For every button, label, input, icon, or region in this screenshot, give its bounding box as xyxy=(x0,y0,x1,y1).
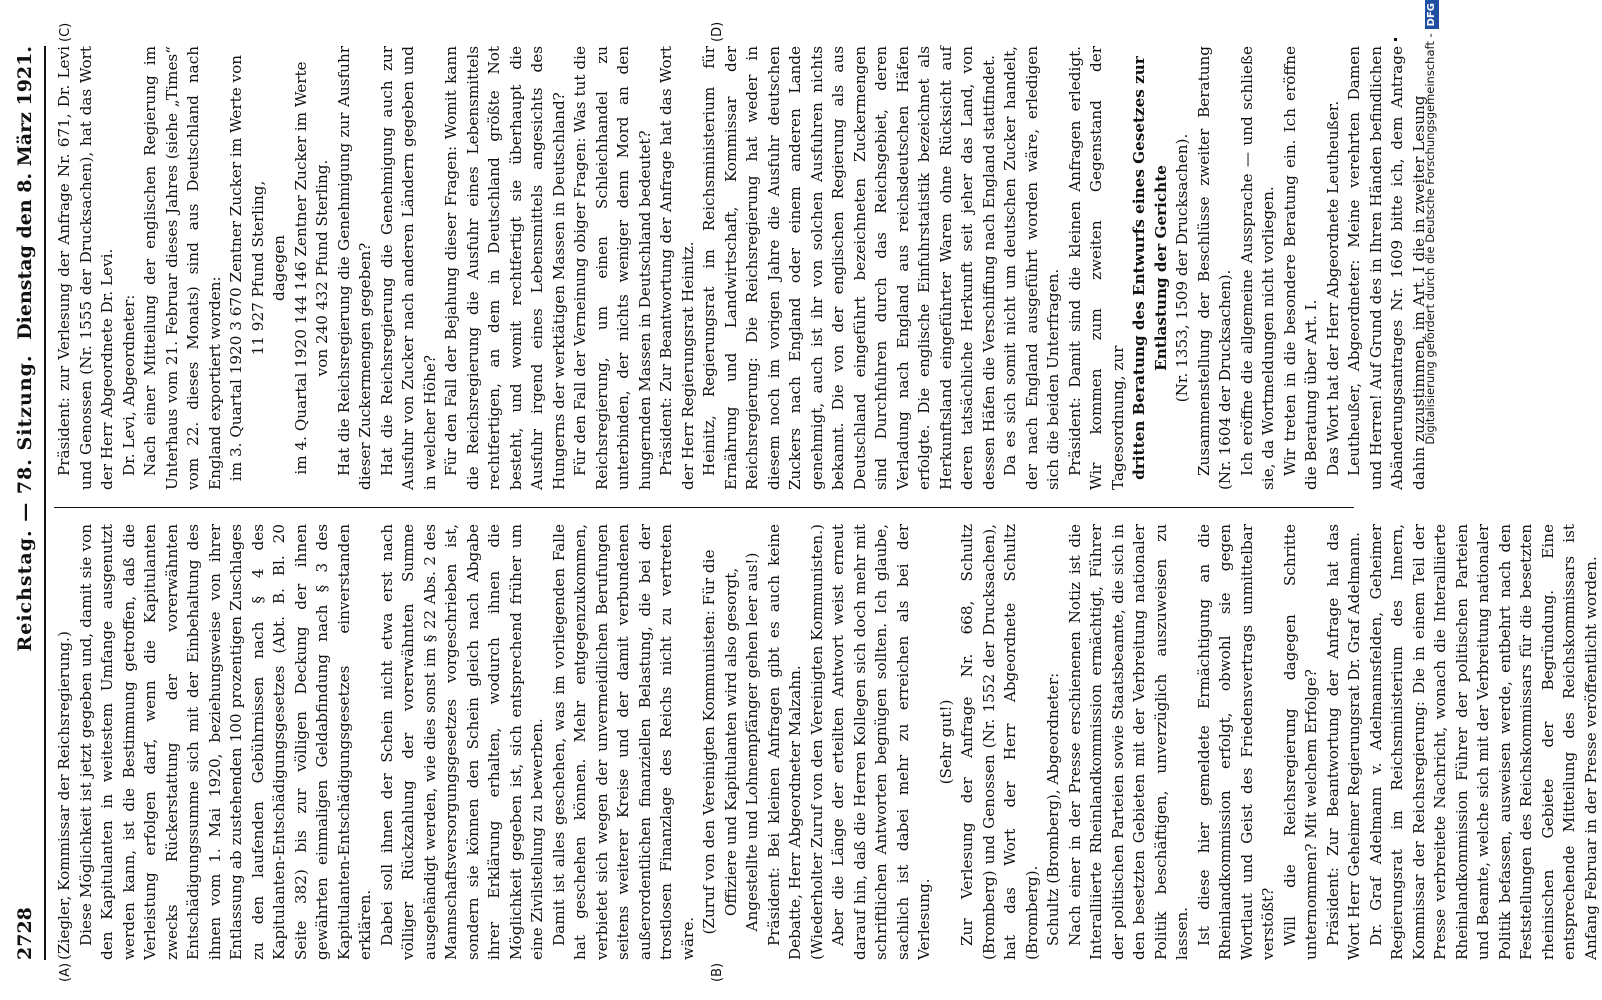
paragraph: Damit ist alles geschehen, was im vorliegenden Falle hat geschehen können. Mehr entgegenzukommen, verbietet sich wegen der unvermeidlichen Berufungen seitens weiterer Kreise und der damit verbundenen außerordentlichen finanziellen Belastung, die bei der trostlosen Finanzlage des Reichs nicht zu vertreten wäre. xyxy=(549,524,697,960)
paragraph: Aber die Länge der erteilten Antwort weist erneut darauf hin, daß die Herren Kollegen sich doch mehr mit schriftlichen Antworten begnügen sollten. Ich glaube, sachlich ist dabei mehr zu erreichen als bei der Verlesung. xyxy=(829,524,933,960)
margin-mark-b: (B) xyxy=(710,962,725,982)
left-column xyxy=(54,524,1600,960)
margin-mark-c: (C) xyxy=(58,22,73,42)
paragraph: Diese Möglichkeit ist jetzt gegeben und, damit sie von den Kapitulanten in weitestem Umfange ausgenutzt werden kann, ist die Bestimmung getroffen, daß die Verleistung erfolgen darf, wenn die Kapitulanten zwecks Rückerstattung der vorerwähnten Entschädigungssumme sich mit der Einbehaltung des ihnen vom 1. Mai 1920, beziehungsweise von ihrer Entlassung ab zustehenden 100 prozentigen Zuschlages zu den laufenden Gebührnissen nach § 4 des Kapitulanten-Entschädigungsgesetzes (Abt. B. Bl. 20 Seite 382) bis zur völligen Deckung der ihnen gewährten einmaligen Geldabfindung nach § 3 des Kapitulanten-Entschädigungsgesetzes einverstanden erklären. xyxy=(76,524,374,960)
data-line: dagegen xyxy=(270,235,288,301)
paragraph: Da es sich somit nicht um deutschen Zucker handelt, der nach England ausgeführt worden wäre, erledigen sich die beiden Unterfragen. xyxy=(1001,46,1062,490)
paragraph: Hat die Reichsregierung die Genehmigung zur Ausfuhr dieser Zuckermengen gegeben? xyxy=(334,46,374,490)
margin-mark-d: (D) xyxy=(710,21,725,42)
header-rule xyxy=(44,46,46,960)
paragraph: Das Wort hat der Herr Abgeordnete Leutheußer. xyxy=(1323,100,1342,476)
data-line: im 4. Quartal 1920 144 146 Zentner Zucker im Werte von 240 432 Pfund Sterling. xyxy=(291,61,331,475)
right-column xyxy=(54,46,1428,490)
session-date: Dienstag den 8. März 1921. xyxy=(14,46,36,340)
dfg-logo: DFG xyxy=(1425,0,1439,29)
agenda-heading: dritten Beratung des Entwurfs eines Gesetzes zur Entlastung der Gerichte xyxy=(1130,56,1170,480)
paragraph: Für den Fall der Verneinung obiger Fragen: Was tut die Reichsregierung, um einen Schleichhandel zu unterbinden, der nichts weniger denn Mord an den hungernden Massen in Deutschland bedeutet? xyxy=(571,46,654,490)
paragraph: Präsident: zur Verlesung der Anfrage Nr. 671, Dr. Levi und Genossen (Nr. 1555 der Drucksachen), hat das Wort der Herr Abgeordnete Dr. Levi. xyxy=(55,46,116,490)
digitization-credit xyxy=(1418,0,1442,990)
credit-text: Digitalisierung gefördert durch die Deutsche Forschungsgemeinschaft - xyxy=(1423,33,1437,445)
paragraph: Präsident: Zur Beantwortung der Anfrage hat das Wort der Herr Regierungsrat Heinitz. xyxy=(657,46,697,490)
speaker-continuation: (Ziegler, Kommissar der Reichsregierung.) xyxy=(55,631,73,960)
speaker-line: Dr. Levi, Abgeordneter: xyxy=(119,294,138,476)
data-line: im 3. Quartal 1920 3 670 Zentner Zucker im Werte von 11 927 Pfund Sterling, xyxy=(227,54,267,482)
paragraph: Heinitz, Regierungsrat im Reichsministerium für Ernährung und Landwirtschaft, Kommissar der Reichsregierung: Die Reichsregierung hat weder in diesem noch im vorigen Jahre die Ausfuhr deutschen Zuckers nach England oder einem anderen Lande genehmigt, auch ist ihr von solchen Ausfuhren nichts bekannt. Die von der englischen Regierung als aus Deutschland eingeführt bezeichneten Zuckermengen sind Durchfuhren durch das Reichsgebiet, deren Verladung nach England aus reichsdeutschen Häfen erfolgte. Die englische Einfuhrstatistik bezeichnet als Herkunftsland eingeführter Waren ohne Rücksicht auf deren tatsächliche Herkunft seit jeher das Land, von dessen Häfen die Verschiffung nach England stattfindet. xyxy=(700,46,998,490)
paragraph: Nach einer Mitteilung der englischen Regierung im Unterhaus vom 21. Februar dieses Jahres (siehe „Times“ vom 22. dieses Monats) sind aus Deutschland nach England exportiert worden: xyxy=(141,46,224,490)
digitization-sidebar xyxy=(1388,0,1437,1000)
page-header xyxy=(14,46,40,960)
paragraph: Zusammenstellung der Beschlüsse zweiter Beratung (Nr. 1604 der Drucksachen). xyxy=(1194,46,1234,490)
paragraph: Dr. Graf Adelmann v. Adelmannsfelden, Geheimer Regierungsrat im Reichsministerium des Innern, Kommissar der Reichsregierung: Die in einem Teil der Presse verbreitete Nachricht, wonach die Interalliierte Rheinlandkommission Führer der politischen Parteien und Beamte, welche sich mit der Verbreitung nationaler Politik befassen, ausweisen werde, entbehrt nach den Feststellungen des Reichskommissars für die besetzten rheinischen Gebiete der Begründung. Eine entsprechende Mitteilung des Reichskommissars ist Anfang Februar in der Presse veröffentlicht worden. xyxy=(1366,524,1600,960)
paragraph: Für den Fall der Bejahung dieser Fragen: Womit kann die Reichsregierung die Ausfuhr eines Lebensmittels rechtfertigen, an dem in Deutschland größte Not besteht, und womit rechtfertigt sie überhaupt die Ausfuhr irgend eines Lebensmittels angesichts des Hungerns der werktätigen Massen in Deutschland? xyxy=(442,46,568,490)
paragraph: Nach einer in der Presse erschienenen Notiz ist die Interalliierte Rheinlandkommission ermächtigt, Führer der politischen Parteien sowie Staatsbeamte, die sich in den besetzten Gebieten mit der Verbreitung nationaler Politik beschäftigen, unverzüglich auszuweisen zu lassen. xyxy=(1065,524,1191,960)
paragraph: Zur Verlesung der Anfrage Nr. 668, Schultz (Bromberg) und Genossen (Nr. 1552 der Drucksachen), hat das Wort der Herr Abgeordnete Schultz (Bromberg). xyxy=(958,524,1041,960)
interjection: (Zuruf von den Vereinigten Kommunisten: Für die Offiziere und Kapitulanten wird also gesorgt, Angestellte und Lohnempfänger gehen leer aus!) xyxy=(700,549,761,935)
paragraph: Dabei soll ihnen der Schein nicht etwa erst nach völliger Rückzahlung der vorerwähnten Summe ausgehändigt werden, wie dies sonst im § 22 Abs. 2 des Mannschaftsversorgungsgesetzes vorgeschrieben ist, sondern sie können den Schein gleich nach Abgabe ihrer Erklärung erhalten, wodurch ihnen die Möglichkeit gegeben ist, sich entsprechend früher um eine Zivilstellung zu bewerben. xyxy=(377,524,546,960)
paragraph: Präsident: Damit sind die kleinen Anfragen erledigt. Wir kommen zum zweiten Gegenstand der Tagesordnung, zur xyxy=(1065,46,1127,490)
paragraph: Präsident: Zur Beantwortung der Anfrage hat das Wort Herr Geheimer Regierungsrat Dr. Graf Adelmann. xyxy=(1323,524,1363,960)
paragraph: Ich eröffne die allgemeine Aussprache — und schließe sie, da Wortmeldungen nicht vorliegen. xyxy=(1237,46,1277,490)
session-title: Reichstag. — 78. Sitzung. xyxy=(14,354,36,652)
interjection: (Sehr gut!) xyxy=(936,699,955,785)
paragraph: Ist diese hier gemeldete Ermächtigung an die Rheinlandkommission erfolgt, obwohl sie gegen Wortlaut und Geist des Friedensvertrags unmittelbar verstößt? xyxy=(1194,524,1277,960)
page-number: 2728 xyxy=(14,907,36,960)
paragraph: Wir treten in die besondere Beratung ein. Ich eröffne die Beratung über Art. I. xyxy=(1280,46,1320,490)
column-divider xyxy=(54,507,1354,508)
paragraph: Leutheußer, Abgeordneter: Meine verehrten Damen und Herren! Auf Grund des in Ihren Händen befindlichen Abänderungsantrages Nr. 1609 bitte ich, dem Antrage dahin zuzustimmen, im Art. I die in zweiter Lesung xyxy=(1345,46,1428,490)
margin-mark-a: (A) xyxy=(58,962,73,982)
agenda-reference: (Nr. 1353, 1509 der Drucksachen). xyxy=(1173,133,1191,403)
paragraph: Hat die Reichsregierung die Genehmigung auch zur Ausfuhr von Zucker nach anderen Ländern gegeben und in welcher Höhe? xyxy=(377,46,439,490)
paragraph: Präsident: Bei kleinen Anfragen gibt es auch keine Debatte, Herr Abgeordneter Malzahn. xyxy=(764,524,804,960)
paragraph: Will die Reichsregierung dagegen Schritte unternommen? Mit welchem Erfolge? xyxy=(1280,524,1320,960)
speaker-line: Schultz (Bromberg), Abgeordneter: xyxy=(1044,672,1062,946)
interjection: (Wiederholter Zuruf von den Vereinigten Kommunisten.) xyxy=(807,524,826,960)
